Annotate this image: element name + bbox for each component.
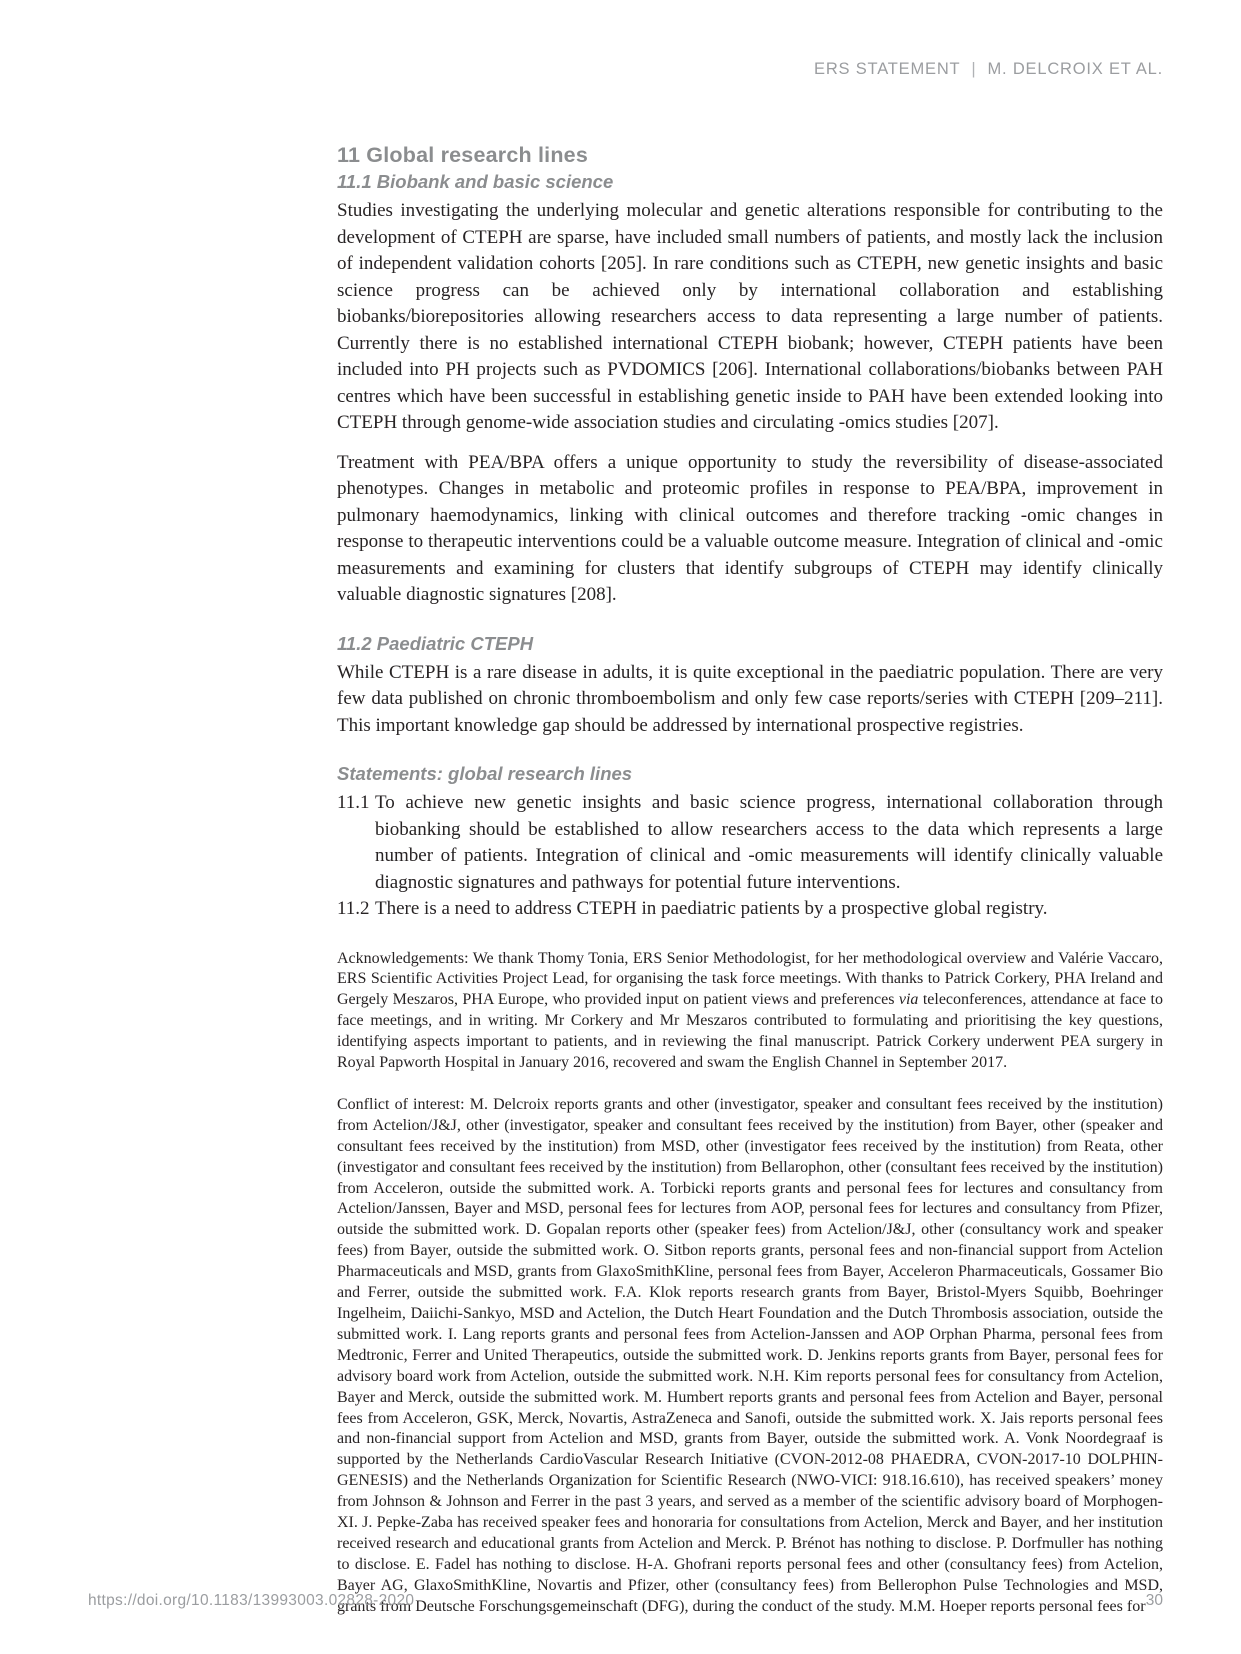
statement-item-11-2 <box>337 896 1163 923</box>
running-head-authors: M. DELCROIX ET AL. <box>987 60 1163 78</box>
statement-item-11-1 <box>337 790 1163 896</box>
acknowledgements-text: Acknowledgements: We thank Thomy Tonia, ERS Senior Methodologist, for her methodological overview and Valérie Vaccaro, ERS Scientific Activities Project Lead, for organising the task force meetings. With thanks to Patrick Corkery, PHA Ireland and Gergely Meszaros, PHA Europe, who provided input on patient views and preferences <box>337 949 1163 1009</box>
paragraph-biobank-1: Studies investigating the underlying molecular and genetic alterations responsible for contributing to the development of CTEPH are sparse, have included small numbers of patients, and mostly lack the inclusion of independent validation cohorts [205]. In rare conditions such as CTEPH, new genetic insights and basic science progress can be achieved only by international collaboration and establishing biobanks/biorepositories allowing researchers access to data representing a large number of patients. Currently there is no established international CTEPH biobank; however, CTEPH patients have been included into PH projects such as PVDOMICS [206]. International collaborations/biobanks between PAH centres which have been successful in establishing genetic inside to PAH have been extended looking into CTEPH through genome-wide association studies and circulating -omics studies [207]. <box>337 200 1163 433</box>
paragraph-biobank-2: Treatment with PEA/BPA offers a unique opportunity to study the reversibility of disease-associated phenotypes. Changes in metabolic and proteomic profiles in response to PEA/BPA, improvement in pulmonary haemodynamics, linking with clinical outcomes and therefore tracking -omic changes in response to therapeutic interventions could be a valuable outcome measure. Integration of clinical and -omic measurements and examining for clusters that identify subgroups of CTEPH may identify clinically valuable diagnostic signatures [208]. <box>337 451 1163 605</box>
section-title-global-research-lines: 11 Global research lines <box>337 143 588 167</box>
acknowledgements-text-continued: teleconferences, attendance at face to face meetings, and in writing. Mr Corkery and Mr Meszaros contributed to formulating and prioritising the key questions, identifying aspects important to patients, and in reviewing the final manuscript. Patrick Corkery underwent PEA surgery in Royal Papworth Hospital in January 2016, recovered and swam the English Channel in September 2017. <box>337 991 1164 1072</box>
running-head <box>814 60 1163 79</box>
statement-number: 11.1 <box>337 792 370 813</box>
conflict-of-interest-paragraph: Conflict of interest: M. Delcroix reports grants and other (investigator, speaker and consultant fees received by the institution) from Actelion/J&J, other (investigator, speaker and consultant fees received by the institution) from Bayer, other (speaker and consultant fees received by the institution) from MSD, other (investigator fees received by the institution) from Reata, other (investigator and consultant fees received by the institution) from Bellarophon, other (consultant fees received by the institution) from Acceleron, outside the submitted work. A. Torbicki reports grants and personal fees for lectures and consultancy from Actelion/Janssen, Bayer and MSD, personal fees for lectures from AOP, personal fees for lectures and consultancy from Pfizer, outside the submitted work. D. Gopalan reports other (speaker fees) from Actelion/J&J, other (consultancy work and speaker fees) from Bayer, outside the submitted work. O. Sitbon reports grants, personal fees and non-financial support from Actelion Pharmaceuticals and MSD, grants from GlaxoSmithKline, personal fees from Bayer, Acceleron Pharmaceuticals, Gossamer Bio and Ferrer, outside the submitted work. F.A. Klok reports research grants from Bayer, Bristol-Myers Squibb, Boehringer Ingelheim, Daiichi-Sankyo, MSD and Actelion, the Dutch Heart Foundation and the Dutch Thrombosis association, outside the submitted work. I. Lang reports grants and personal fees from Actelion-Janssen and AOP Orphan Pharma, personal fees from Medtronic, Ferrer and United Therapeutics, outside the submitted work. D. Jenkins reports grants from Bayer, personal fees for advisory board work from Actelion, outside the submitted work. N.H. Kim reports personal fees for consultancy from Actelion, Bayer and Merck, outside the submitted work. M. Humbert reports grants and personal fees from Actelion and Bayer, personal fees from Acceleron, GSK, Merck, Novartis, AstraZeneca and Sanofi, outside the submitted work. X. Jais reports personal fees and non-financial support from Actelion and MSD, grants from Bayer, outside the submitted work. A. Vonk Noordegraaf is supported by the Netherlands CardioVascular Research Initiative (CVON-2012-08 PHAEDRA, CVON-2017-10 DOLPHIN-GENESIS) and the Netherlands Organization for Scientific Research (NWO-VICI: 918.16.610), has received speakers’ money from Johnson & Johnson and Ferrer in the past 3 years, and served as a member of the scientific advisory board of Morphogen-XI. J. Pepke-Zaba has received speaker fees and honoraria for consultations from Actelion, Merck and Bayer, and her institution received research and educational grants from Actelion and Merck. P. Brénot has nothing to disclose. P. Dorfmuller has nothing to disclose. E. Fadel has nothing to disclose. H-A. Ghofrani reports personal fees and other (consultancy fees) from Actelion, Bayer AG, GlaxoSmithKline, Novartis and Pfizer, other (consultancy fees) from Bellerophon Pulse Technologies and MSD, grants from Deutsche Forschungsgemeinschaft (DFG), during the conduct of the study. M.M. Hoeper reports personal fees for <box>337 1095 1163 1615</box>
running-head-divider: | <box>971 60 977 78</box>
running-head-journal: ERS STATEMENT <box>814 60 961 78</box>
acknowledgements-paragraph <box>337 949 1163 1074</box>
via-italic: via <box>898 991 919 1009</box>
paragraph-paediatric: While CTEPH is a rare disease in adults, it is quite exceptional in the paediatric population. There are very few data published on chronic thromboembolism and only few case reports/series with CTEPH [209–211]. This important knowledge gap should be addressed by international prospective registries. <box>337 661 1163 736</box>
page-number: 30 <box>1145 1592 1163 1609</box>
statement-text: To achieve new genetic insights and basic science progress, international collaboration through biobanking should be established to allow researchers access to the data which represents a large number of patients. Integration of clinical and -omic measurements will identify clinically valuable diagnostic signatures and pathways for potential future interventions. <box>375 792 1163 893</box>
article-body <box>337 143 1163 1618</box>
statement-text: There is a need to address CTEPH in paediatric patients by a prospective global registry. <box>375 898 1048 919</box>
statement-number: 11.2 <box>337 898 370 919</box>
subsection-title-paediatric: 11.2 Paediatric CTEPH <box>337 632 534 654</box>
subsection-title-biobank: 11.1 Biobank and basic science <box>337 171 614 192</box>
doi-link[interactable]: https://doi.org/10.1183/13993003.02828-2020 <box>88 1592 415 1609</box>
statements-heading: Statements: global research lines <box>337 763 633 784</box>
statements-list <box>337 790 1163 923</box>
